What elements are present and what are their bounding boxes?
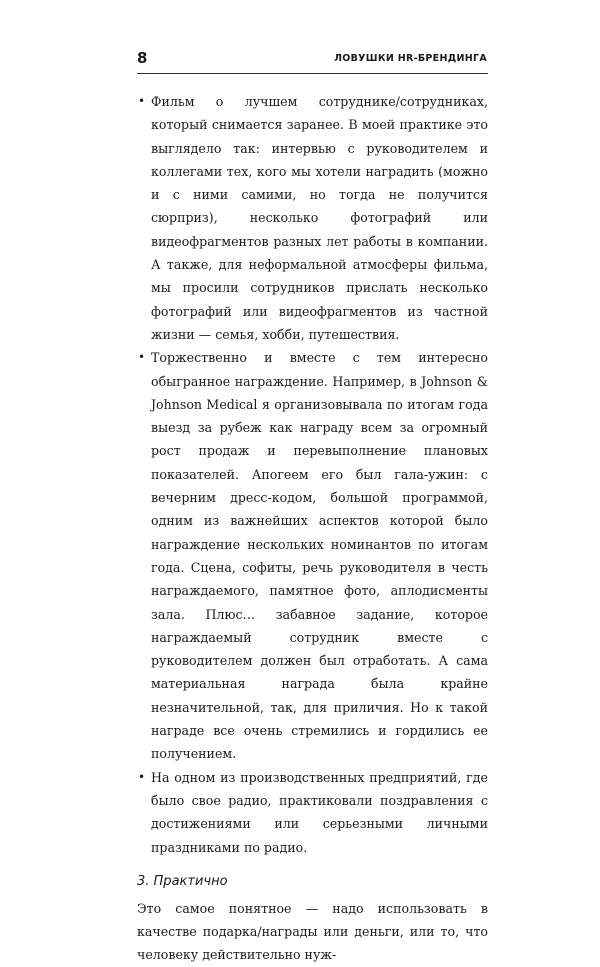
list-item bbox=[137, 90, 488, 346]
page-header bbox=[0, 0, 600, 80]
running-title: ЛОВУШКИ HR-БРЕНДИНГА bbox=[334, 53, 487, 64]
body-paragraph: Это самое понятное — надо использовать в качестве подарка/награды или деньги, или то, что человеку действительно нуж- bbox=[137, 900, 488, 963]
section-heading: 3. Практично bbox=[137, 873, 228, 889]
page-content bbox=[137, 90, 488, 967]
page-number: 8 bbox=[137, 49, 148, 67]
list-item-text: Фильм о лучшем сотруднике/сотрудниках, который снимается заранее. В моей практике это выглядело так: интервью с руководителем и коллегами тех, кого мы хотели наградить (можно и с ними самими, но тогда не получится сюрприз), несколько фотографий или видеофрагментов разных лет работы в компании. А также, для неформальной атмосферы фильма, мы просили сотрудников прислать несколько фотографий или видеофрагментов из частной жизни — семья, хобби, путешествия. bbox=[151, 94, 488, 342]
list-item bbox=[137, 766, 488, 859]
list-item-text: Торжественно и вместе с тем интересно обыгранное награждение. Например, в Johnson & Johnson Medical я организовывала по итогам года выезд за рубеж как награду всем за огромный рост продаж и перевыполнение плановых показателей. Апогеем его был гала-ужин: с вечерним дресс-кодом, большой программой, одним из важнейших аспектов которой было награждение нескольких номинантов по итогам года. Сцена, софиты, речь руководителя в честь награждаемого, памятное фото, аплодисменты зала. Плюс… забавное задание, которое награждаемый сотрудник вместе с руководителем должен был отработать. А сама материальная награда была крайне незначительной, так, для приличия. Но к такой награде все очень стремились и гордились ее получением. bbox=[151, 350, 488, 762]
bullet-icon: • bbox=[138, 94, 146, 108]
list-item-text: На одном из производственных предприятий, где было свое радио, практиковали поздравления с достижениями или серьезными личными праздниками по радио. bbox=[151, 769, 488, 855]
bullet-icon: • bbox=[138, 350, 146, 365]
bullet-icon: • bbox=[138, 769, 146, 784]
list-item bbox=[137, 346, 488, 765]
header-divider bbox=[137, 73, 488, 74]
bullet-list bbox=[137, 90, 488, 859]
